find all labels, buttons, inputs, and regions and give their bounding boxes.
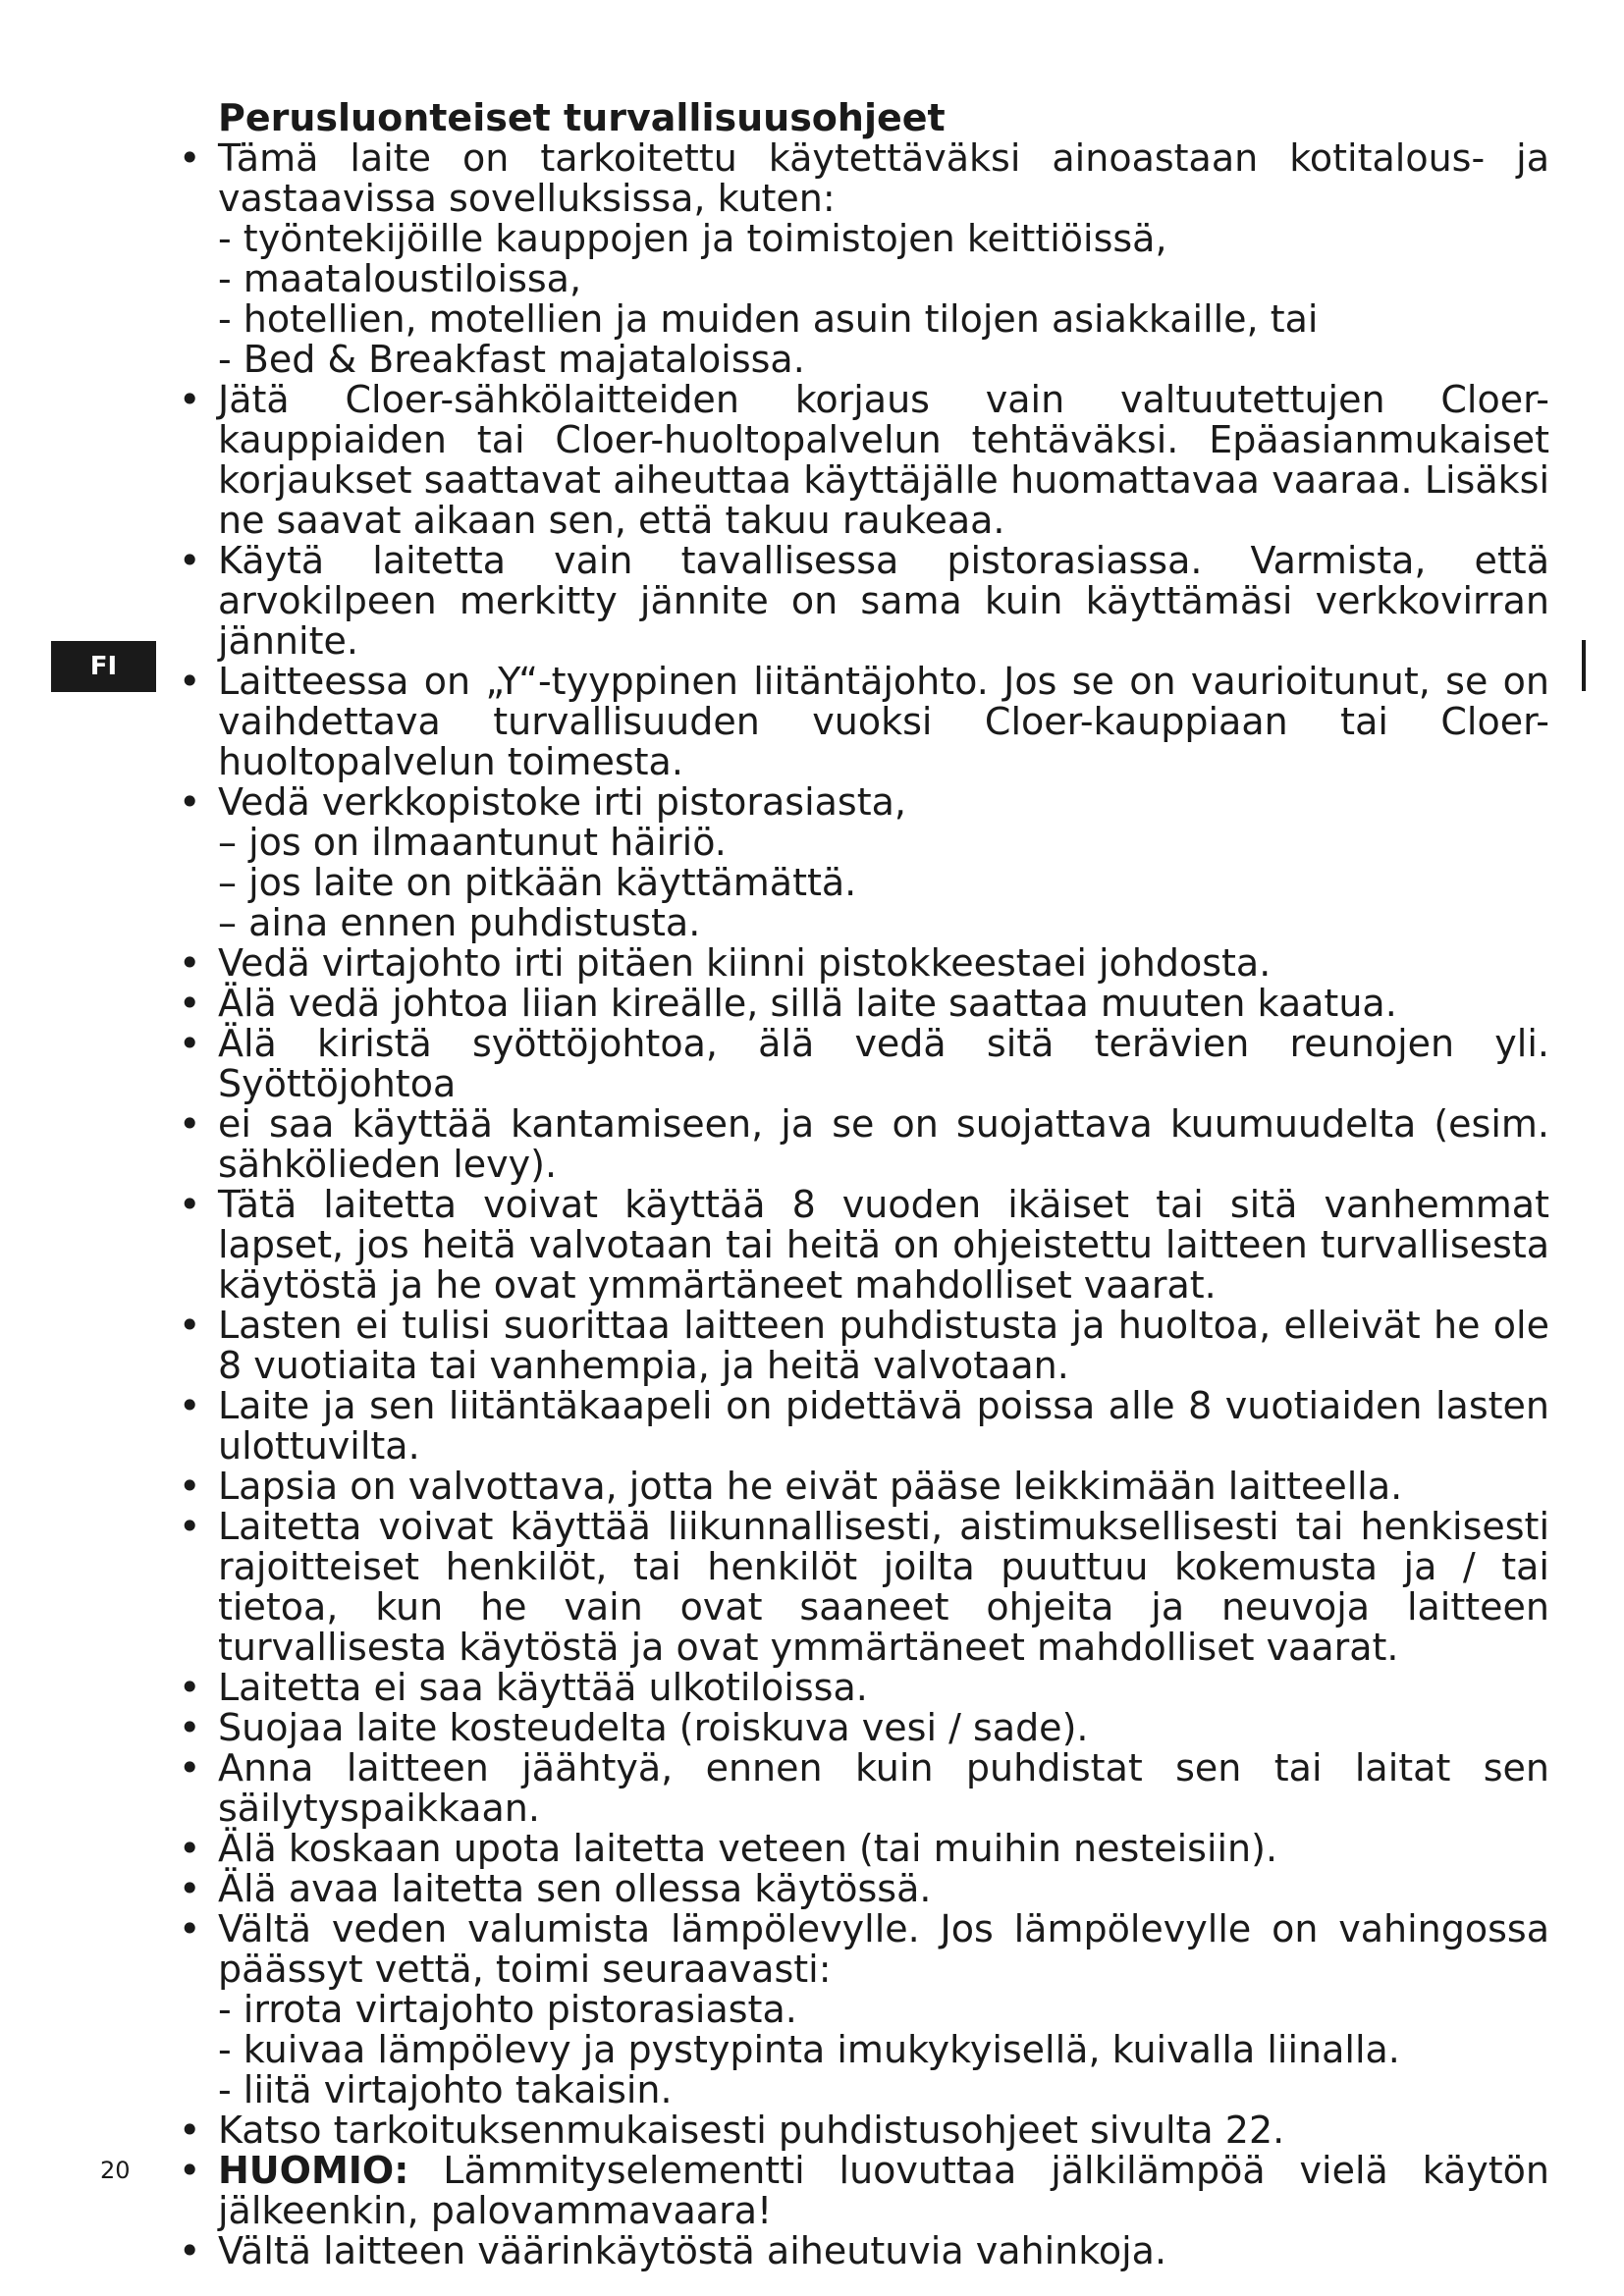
- bullet-icon: •: [179, 1706, 201, 1749]
- list-item: [179, 1386, 1549, 1467]
- list-item: [179, 1869, 1549, 1909]
- item-text: [218, 1869, 1549, 1909]
- bullet-icon: •: [179, 1907, 201, 1950]
- item-line: Tämä laite on tarkoitettu käytettäväksi ainoastaan kotitalous- ja vastaavissa sovelluksissa, kuten:: [218, 136, 1549, 220]
- item-text: [218, 943, 1549, 984]
- sub-item: - kuivaa lämpölevy ja pystypinta imukykyisellä, kuivalla liinalla.: [218, 2028, 1400, 2071]
- bullet-icon: •: [179, 1304, 201, 1347]
- list-item: [179, 1748, 1549, 1829]
- item-line: Laitetta voivat käyttää liikunnallisesti, aistimuksellisesti tai henkisesti rajoitteiset henkilöt, tai henkilöt joilta puuttuu kokemusta ja / tai tietoa, kun he vain ovat saaneet ohjeita ja neuvoja laitteen turvallisesta käytöstä ja ovat ymmärtäneet mahdolliset vaarat.: [218, 1505, 1549, 1669]
- list-item: [179, 943, 1549, 984]
- sub-item: - maataloustiloissa,: [218, 257, 582, 300]
- list-item: [179, 1185, 1549, 1306]
- sub-item: - työntekijöille kauppojen ja toimistojen keittiöissä,: [218, 217, 1167, 260]
- bullet-icon: •: [179, 1666, 201, 1709]
- item-text: [218, 2151, 1549, 2231]
- list-item: [179, 138, 1549, 380]
- list-item: [179, 541, 1549, 662]
- item-line: Laitteessa on „Y“-tyyppinen liitäntäjohto. Jos se on vaurioitunut, se on vaihdettava turvallisuuden vuoksi Cloer-kauppiaan tai Cloer-huoltopalvelun toimesta.: [218, 660, 1549, 783]
- list-item: [179, 1829, 1549, 1869]
- bullet-icon: •: [179, 1827, 201, 1870]
- item-line: Suojaa laite kosteudelta (roiskuva vesi / sade).: [218, 1706, 1089, 1749]
- item-line: Lämmityselementti luovuttaa jälkilämpöä vielä käytön jälkeenkin, palovammavaara!: [218, 2149, 1549, 2232]
- item-text: [218, 1185, 1549, 1306]
- list-item: [179, 380, 1549, 541]
- bullet-icon: •: [179, 941, 201, 985]
- sub-item: - irrota virtajohto pistorasiasta.: [218, 1988, 797, 2031]
- item-text: [218, 1909, 1549, 1990]
- item-line: Vedä verkkopistoke irti pistorasiasta,: [218, 780, 906, 824]
- bullet-icon: •: [179, 982, 201, 1025]
- warning-label: HUOMIO:: [218, 2149, 409, 2192]
- item-line: Älä vedä johtoa liian kireälle, sillä laite saattaa muuten kaatua.: [218, 982, 1397, 1025]
- list-item: [179, 1909, 1549, 2110]
- instruction-list: [179, 138, 1549, 2271]
- item-line: Vältä laitteen väärinkäytöstä aiheutuvia vahinkoja.: [218, 2229, 1167, 2272]
- language-tab: FI: [51, 641, 156, 692]
- item-line: Älä kiristä syöttöjohtoa, älä vedä sitä terävien reunojen yli. Syöttöjohtoa: [218, 1022, 1549, 1105]
- item-text: [218, 2110, 1549, 2151]
- list-item: [179, 1024, 1549, 1104]
- bullet-icon: •: [179, 1022, 201, 1065]
- item-text: [218, 662, 1549, 782]
- item-text: [218, 984, 1549, 1024]
- list-item: [179, 1507, 1549, 1668]
- item-text: [218, 1507, 1549, 1668]
- bullet-icon: •: [179, 660, 201, 703]
- bullet-icon: •: [179, 1183, 201, 1226]
- item-text: [218, 2231, 1549, 2271]
- bullet-icon: •: [179, 2109, 201, 2152]
- sub-item: - liitä virtajohto takaisin.: [218, 2068, 673, 2111]
- item-line: ei saa käyttää kantamiseen, ja se on suojattava kuumuudelta (esim. sähkölieden levy).: [218, 1102, 1549, 1186]
- item-line: Jätä Cloer-sähkölaitteiden korjaus vain valtuutettujen Cloer-kauppiaiden tai Cloer-huoltopalvelun tehtäväksi. Epäasianmukaiset korjaukset saattavat aiheuttaa käyttäjälle huomattavaa vaaraa. Lisäksi ne saavat aikaan sen, että takuu raukeaa.: [218, 378, 1549, 542]
- bullet-icon: •: [179, 1867, 201, 1910]
- bullet-icon: •: [179, 1465, 201, 1508]
- list-item: [179, 1306, 1549, 1386]
- item-line: Tätä laitetta voivat käyttää 8 vuoden ikäiset tai sitä vanhemmat lapset, jos heitä valvotaan tai heitä on ohjeistettu laitteen turvallisesta käytöstä ja he ovat ymmärtäneet mahdolliset vaarat.: [218, 1183, 1549, 1307]
- list-item: [179, 1668, 1549, 1708]
- list-item: [179, 2110, 1549, 2151]
- sub-item: - hotellien, motellien ja muiden asuin tilojen asiakkaille, tai: [218, 297, 1319, 341]
- item-line: Älä koskaan upota laitetta veteen (tai muihin nesteisiin).: [218, 1827, 1278, 1870]
- sub-item: – jos on ilmaantunut häiriö.: [218, 821, 727, 864]
- item-line: Lapsia on valvottava, jotta he eivät pääse leikkimään laitteella.: [218, 1465, 1403, 1508]
- item-line: Katso tarkoituksenmukaisesti puhdistusohjeet sivulta 22.: [218, 2109, 1285, 2152]
- sub-item: - Bed & Breakfast majataloissa.: [218, 338, 805, 381]
- bullet-icon: •: [179, 1384, 201, 1427]
- item-text: [218, 1708, 1549, 1748]
- item-text: [218, 1024, 1549, 1104]
- item-text: [218, 1829, 1549, 1869]
- list-item: [179, 782, 1549, 943]
- item-text: [218, 380, 1549, 541]
- item-text: [218, 782, 1549, 823]
- sub-item: – aina ennen puhdistusta.: [218, 901, 701, 944]
- bullet-icon: •: [179, 780, 201, 824]
- list-item: [179, 984, 1549, 1024]
- item-text: [218, 1306, 1549, 1386]
- item-line: Laitetta ei saa käyttää ulkotiloissa.: [218, 1666, 868, 1709]
- item-line: Anna laitteen jäähtyä, ennen kuin puhdistat sen tai laitat sen säilytyspaikkaan.: [218, 1746, 1549, 1830]
- item-line: Lasten ei tulisi suorittaa laitteen puhdistusta ja huoltoa, elleivät he ole 8 vuotiaita tai vanhempia, ja heitä valvotaan.: [218, 1304, 1549, 1387]
- item-line: Käytä laitetta vain tavallisessa pistorasiassa. Varmista, että arvokilpeen merkitty jännite on sama kuin käyttämäsi verkkovirran jännite.: [218, 539, 1549, 663]
- section-title: Perusluonteiset turvallisuusohjeet: [218, 96, 946, 139]
- item-line: Vältä veden valumista lämpölevylle. Jos lämpölevylle on vahingossa päässyt vettä, toimi seuraavasti:: [218, 1907, 1549, 1991]
- bullet-icon: •: [179, 1102, 201, 1146]
- list-item: [179, 2231, 1549, 2271]
- bullet-icon: •: [179, 378, 201, 421]
- bullet-icon: •: [179, 2149, 201, 2192]
- bullet-icon: •: [179, 2229, 201, 2272]
- list-item: [179, 1467, 1549, 1507]
- change-bar: [1582, 640, 1586, 691]
- sub-item: – jos laite on pitkään käyttämättä.: [218, 861, 857, 904]
- item-line: Vedä virtajohto irti pitäen kiinni pistokkeestaei johdosta.: [218, 941, 1272, 985]
- item-text: [218, 1748, 1549, 1829]
- list-item: [179, 1104, 1549, 1185]
- bullet-icon: •: [179, 1746, 201, 1789]
- item-text: [218, 1668, 1549, 1708]
- bullet-icon: •: [179, 1505, 201, 1548]
- item-text: [218, 1467, 1549, 1507]
- item-text: [218, 138, 1549, 219]
- item-text: [218, 1386, 1549, 1467]
- bullet-icon: •: [179, 539, 201, 582]
- safety-instructions: [179, 98, 1549, 2271]
- item-line: Laite ja sen liitäntäkaapeli on pidettävä poissa alle 8 vuotiaiden lasten ulottuvilta.: [218, 1384, 1549, 1468]
- item-text: [218, 541, 1549, 662]
- bullet-icon: •: [179, 136, 201, 180]
- list-item: [179, 2151, 1549, 2231]
- item-line: Älä avaa laitetta sen ollessa käytössä.: [218, 1867, 932, 1910]
- page-number: 20: [100, 2157, 131, 2184]
- list-item: [179, 662, 1549, 782]
- list-item: [179, 1708, 1549, 1748]
- item-text: [218, 1104, 1549, 1185]
